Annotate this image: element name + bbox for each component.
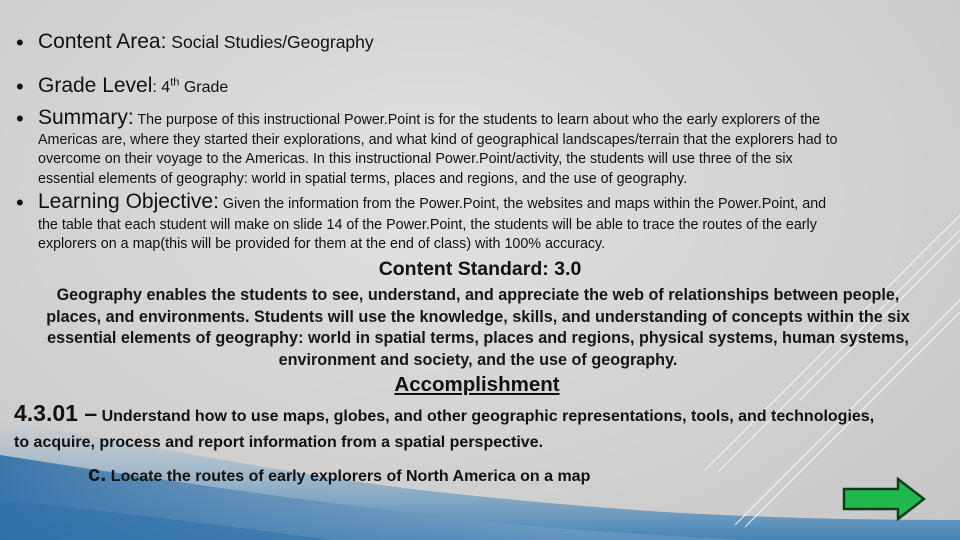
summary-line: essential elements of geography: world in spatial terms, places and regions, and the use of geography. <box>38 170 688 187</box>
accomplishment-text-1: Understand how to use maps, globes, and other geographic representations, tools, and technologies, <box>97 408 875 425</box>
summary-line: overcome on their voyage to the Americas. In this instructional Power.Point/activity, the students will use three of the six <box>38 151 793 168</box>
bullet-icon: • <box>16 30 24 55</box>
content-standard-line: places, and environments. Students will use the knowledge, skills, and understanding of concepts within the six <box>46 307 910 326</box>
summary-text-first: The purpose of this instructional Power.Point is for the students to learn about who the early explorers of the <box>133 112 821 128</box>
bullet-icon: • <box>16 190 24 215</box>
content-standard-line: environment and society, and the use of geography. <box>278 350 678 369</box>
grade-level-number: 4 <box>156 79 171 96</box>
item-letter: c. <box>88 461 107 486</box>
learning-objective-line: the table that each student will make on slide 14 of the Power.Point, the students will be able to trace the routes of the early <box>38 217 817 233</box>
learning-objective-text-first: Given the information from the Power.Point, the websites and maps within the Power.Point, and <box>218 196 827 212</box>
content-area-value: Social Studies/Geography <box>166 32 374 52</box>
learning-objective-body <box>38 216 817 255</box>
content-standard-line: Geography enables the students to see, understand, and appreciate the web of relationships between people, <box>56 286 900 304</box>
learning-objective-label: Learning Objective <box>38 190 214 213</box>
learning-objective-colon: : <box>213 190 219 213</box>
accomplishment-line-2: to acquire, process and report information from a spatial perspective. <box>14 434 544 451</box>
item-text: Locate the routes of early explorers of North America on a map <box>106 468 591 485</box>
learning-objective-first-line <box>38 190 826 214</box>
content-area-label: Content Area <box>38 30 161 53</box>
summary-line: Americas are, where they started their explorations, and what kind of geographical landscapes/terrain that the explorers had to <box>38 132 838 148</box>
summary-body <box>38 131 838 189</box>
learning-objective-line: explorers on a map(this will be provided for them at the end of class) with 100% accuracy. <box>38 236 606 253</box>
right-arrow-icon[interactable] <box>842 477 926 521</box>
accomplishment-line-1 <box>14 400 874 427</box>
grade-level-rest: Grade <box>179 79 229 96</box>
grade-level-suffix: th <box>170 76 180 89</box>
summary-label: Summary <box>38 106 128 129</box>
accomplishment-code: 4.3.01 – <box>14 400 98 426</box>
summary-first-line <box>38 106 820 130</box>
grade-level-colon: : <box>152 79 157 96</box>
accomplishment-item-c <box>88 461 590 487</box>
accomplishment-heading: Accomplishment <box>394 373 560 396</box>
content-area-colon: : <box>160 30 167 53</box>
grade-level-label: Grade Level <box>38 74 153 97</box>
grade-level-line <box>38 74 228 98</box>
content-standard-heading: Content Standard: 3.0 <box>378 258 582 280</box>
content-area-line <box>38 30 374 54</box>
summary-colon: : <box>127 106 134 129</box>
content-standard-body <box>10 285 946 371</box>
content-standard-line: essential elements of geography: world in spatial terms, places and regions, physical systems, human systems, <box>47 329 909 347</box>
bullet-icon: • <box>16 106 24 131</box>
bullet-icon: • <box>16 74 24 99</box>
